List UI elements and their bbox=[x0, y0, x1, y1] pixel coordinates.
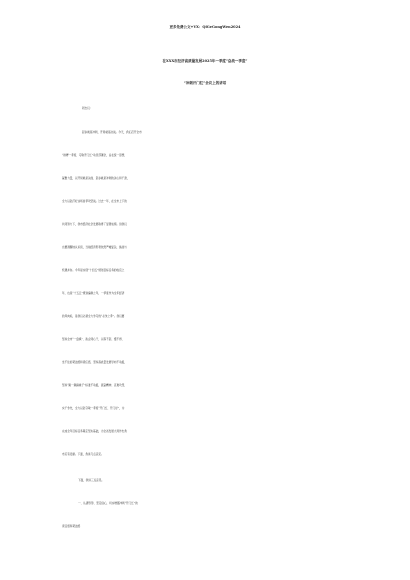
paragraph-line: 坐不住的紧迫感和责任感，坚持高质量发展导向不动摇， bbox=[62, 361, 127, 364]
section-heading-cont: 责任感和紧迫感 bbox=[62, 525, 81, 528]
salutation: 同志们： bbox=[82, 107, 93, 110]
promo-banner: 更多免费公文+VX：QiGeGongWen2024 bbox=[169, 25, 241, 29]
paragraph-line: 完成全年目标任务奠定坚实基础，为全省发展大局作出我 bbox=[62, 430, 127, 433]
paragraph-line: 年，也是“十五五”规划编制之年，一季度作为全年经济 bbox=[62, 292, 125, 295]
paragraph-line: 凝聚力量，以开局就是决战、起步就是冲刺的决心和干劲， bbox=[62, 177, 130, 180]
paragraph-line: “拼搏一季度、夺取开门红”动员部署会，旨在统一思想、 bbox=[62, 154, 127, 157]
paragraph-line: 机遇并存。今年是实现“十四五”规划目标任务的收官之 bbox=[62, 269, 125, 272]
document-title-line2: “冲刺开门红”会议上的讲话 bbox=[183, 81, 227, 85]
document-title-line1: 在XXX市经济高质量发展2025年一季度“奋战一季度” bbox=[162, 59, 248, 63]
paragraph-line: 起步就是冲刺，开局就是决战。今天，我们召开全市 bbox=[82, 131, 142, 134]
paragraph-line: 全力以赴打好这场首季攻坚战。过去一年，在全市上下的 bbox=[62, 200, 127, 203]
paragraph-line: 共同努力下，我市经济社会发展取得了显著成绩。但我们 bbox=[62, 223, 127, 226]
paragraph-line: 也要清醒地认识到，当前经济形势依然严峻复杂，挑战与 bbox=[62, 246, 127, 249]
paragraph-line: 坚持“跳一跳摘桃子”标准不动摇，振奋精神、克难攻坚、 bbox=[62, 384, 127, 387]
paragraph-line: 市应有贡献。下面，我讲几点意见。 bbox=[62, 453, 104, 456]
paragraph-line: 实干争先，全力以赴夺取一季度“开门红、开门好”，为 bbox=[62, 407, 125, 410]
paragraph-line: 下面，我讲三点意见。 bbox=[78, 479, 104, 482]
section-heading: 一、认清形势、坚定信心，切实增强冲刺“开门红”的 bbox=[78, 502, 138, 505]
paragraph-line: 坚持全市“一盘棋”、政企同心干，以等不起、慢不得、 bbox=[62, 338, 125, 341]
paragraph-line: 的风向标，是我们必须全力争夺的“必争之季”。我们要 bbox=[62, 315, 125, 318]
